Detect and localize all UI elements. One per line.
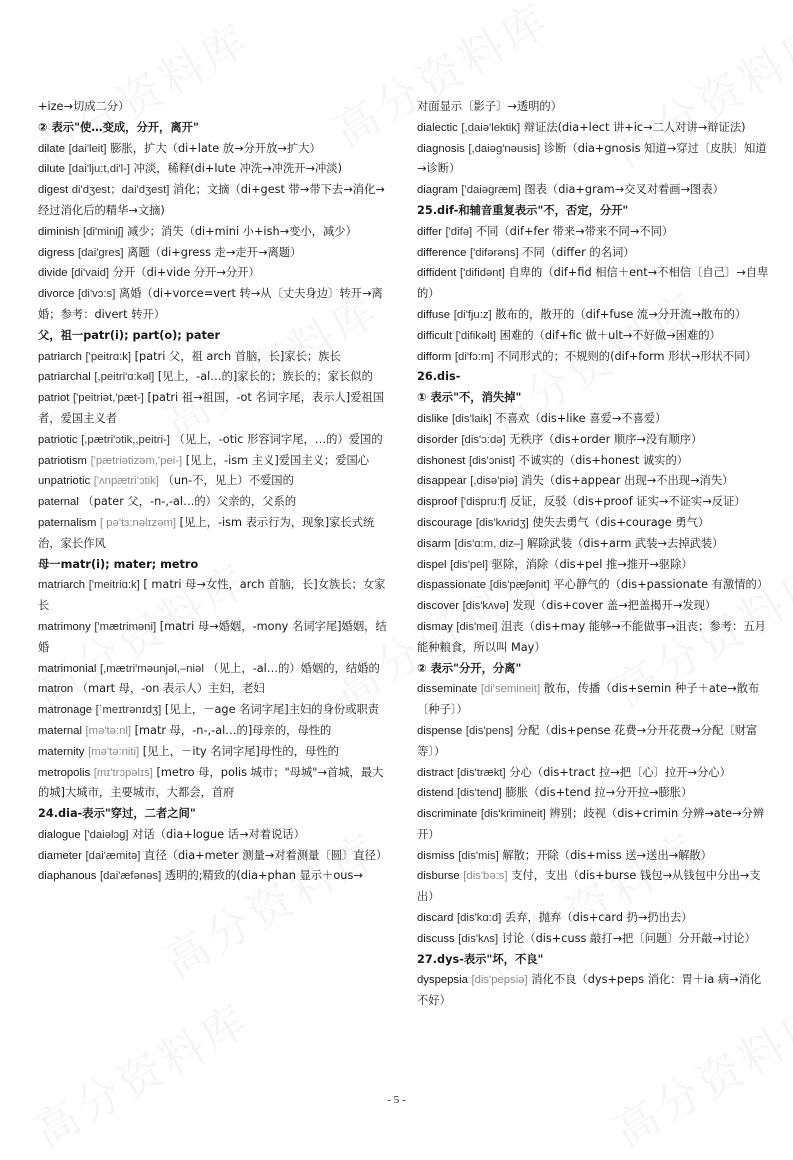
vocab-word: matrimony [38, 620, 91, 633]
definition: 直径（dia+meter 测量→对着测量〔圆〕直径） [144, 848, 388, 862]
definition: 发现（dis+cover 盖→把盖揭开→发现） [512, 599, 717, 613]
vocab-entry [417, 679, 769, 721]
phonetic: ['pætriətizəm,'pei-] [90, 454, 183, 467]
vocab-entry [417, 180, 769, 201]
phonetic: ['daiəlɔg] [84, 828, 129, 841]
vocab-word: matronage [38, 704, 93, 717]
section-heading: 27.dys-表示"坏，不良" [417, 952, 544, 966]
vocab-entry [417, 409, 769, 430]
definition: 透明的;精致的(dia+phan 显示＋ous→ [164, 869, 363, 883]
definition: 支付，支出（dis+burse 钱包→从钱包中分出→支出） [417, 869, 761, 904]
phonetic: [dis'tend] [457, 787, 502, 800]
vocab-entry [38, 263, 390, 284]
phonetic: [dis'bə:s] [463, 870, 508, 883]
vocab-entry [417, 492, 769, 513]
phonetic: ['peitriət,'pæt-] [73, 392, 144, 405]
vocab-word: digress [38, 246, 75, 259]
vocab-entry [38, 180, 390, 222]
vocab-word: maternal [38, 724, 82, 737]
definition: [见上，－ity 名词字尾]母性的，母性的 [142, 744, 339, 758]
definition: 分心（dis+tract 拉→把〔心〕拉开→分心） [509, 765, 731, 779]
page-number: - 5 - [387, 1094, 406, 1106]
vocab-entry [417, 513, 769, 534]
phonetic: [dis'krimineit] [480, 808, 546, 821]
phonetic: [di'vɔ:s] [78, 288, 116, 301]
phonetic: ['difikəlt] [455, 329, 497, 342]
vocab-word: difference [417, 246, 467, 259]
definition: 不同（differ 的名词） [522, 245, 635, 259]
vocab-word: difficult [417, 329, 452, 342]
vocab-word: diagnosis [417, 142, 465, 155]
phonetic: [dis'ɑ:m, diz–] [454, 537, 524, 550]
phonetic: [dai'lju:t,di'l-] [68, 163, 131, 176]
vocab-entry [417, 118, 769, 139]
watermark-text [20, 984, 260, 1159]
phonetic: [di'fɔ:m] [454, 350, 494, 363]
phonetic: [mɪ'trɔpəlɪs] [93, 766, 153, 779]
phonetic: [dis'pel] [450, 558, 489, 571]
vocab-entry [38, 430, 390, 451]
vocab-word: distract [417, 766, 454, 779]
phonetic: [dis'trækt] [457, 766, 506, 779]
vocab-entry [417, 866, 769, 908]
vocab-entry [417, 908, 769, 929]
definition: 解除武装（dis+arm 武装→去掉武装） [526, 536, 724, 550]
vocab-word: diagram [417, 184, 458, 197]
vocab-word: maternity [38, 745, 85, 758]
definition: 膨胀（dis+tend 拉→分开拉→膨胀） [505, 786, 693, 800]
phonetic: ['difə] [445, 225, 473, 238]
phonetic: [,daiəg'nəusis] [468, 142, 541, 155]
vocab-entry [417, 139, 769, 181]
definition: （pater 父，-n-,-al…的）父亲的，父系的 [82, 495, 297, 509]
vocab-word: discuss [417, 932, 455, 945]
definition: （un-不，见上）不爱国的 [162, 474, 294, 488]
definition: 使失去勇气（dis+courage 勇气） [532, 515, 710, 529]
vocab-word: patriarchal [38, 371, 91, 384]
vocab-word: paternal [38, 496, 79, 509]
vocab-word: paternalism [38, 516, 97, 529]
vocab-word: matron [38, 683, 74, 696]
definition: 驱除，消除（dis+pel 推→推开→驱除） [491, 557, 693, 571]
phonetic: [dis'ɔ:də] [461, 433, 506, 446]
vocab-word: discard [417, 912, 454, 925]
vocab-word: dispel [417, 558, 447, 571]
vocab-entry [417, 846, 769, 867]
vocab-entry [417, 783, 769, 804]
phonetic: [dis'kɑ:d] [457, 912, 502, 925]
phonetic: ['daiəgræm] [461, 184, 521, 197]
definition: 不喜欢（dis+like 喜爱→不喜爱） [495, 411, 667, 425]
vocab-word: dialectic [417, 121, 458, 134]
phonetic: [dis'kʌridʒ] [475, 516, 529, 529]
vocab-entry [38, 388, 390, 430]
phonetic: [,pætri'ɔtik,,peitri-] [81, 433, 170, 446]
vocab-entry [38, 284, 390, 326]
vocab-word: disarm [417, 537, 451, 550]
vocab-entry [38, 471, 390, 492]
section-heading: 24.dia-表示"穿过，二者之间" [38, 807, 196, 821]
definition: 消化；文摘（di+gest 带→带下去→消化→经过消化后的精华→文摘) [38, 183, 385, 217]
vocab-entry [417, 430, 769, 451]
definition: [matri 母→婚姻，-mony 名词字尾]婚姻，结婚 [38, 619, 387, 654]
vocab-entry [417, 263, 769, 305]
section-heading: ② 表示"使…变成，分开，离开" [38, 120, 199, 134]
definition: （见上，-al…的）婚姻的，结婚的 [207, 661, 380, 675]
phonetic: [di'semineit] [480, 683, 541, 696]
phonetic: [di'miniʃ] [83, 225, 124, 238]
vocab-word: discriminate [417, 808, 478, 821]
vocab-entry [38, 159, 390, 180]
phonetic: ['peitrɑ:k] [85, 350, 132, 363]
vocab-word: diaphanous [38, 870, 97, 883]
vocab-entry [38, 679, 390, 700]
section-heading: ② 表示"分开，分离" [417, 661, 522, 675]
vocab-entry [417, 721, 769, 763]
vocab-word: patriotism [38, 454, 87, 467]
vocab-word: diameter [38, 849, 82, 862]
definition: 讨论（dis+cuss 敲打→把〔问题〕分开敲→讨论） [501, 931, 756, 945]
vocab-entry [38, 451, 390, 472]
definition: [patri 父，祖 arch 首脑，长]家长；族长 [134, 349, 341, 363]
phonetic: [dai'leit] [68, 142, 107, 155]
vocab-entry [417, 326, 769, 347]
vocab-word: discourage [417, 516, 473, 529]
vocab-entry [38, 243, 390, 264]
vocab-entry [38, 721, 390, 742]
vocab-entry [38, 575, 390, 617]
phonetic: [dai'æmitə] [85, 849, 141, 862]
phonetic: [dis'kʌvə] [462, 600, 509, 613]
definition: [见上，-ism 表示行为，现象]家长式统治，家长作风 [38, 515, 375, 550]
vocab-word: dishonest [417, 454, 466, 467]
definition: 散布，传播（dis+semin 种子＋ate→散布〔种子〕） [417, 682, 760, 717]
phonetic: [dai'æfənəs] [100, 870, 162, 883]
vocab-entry [417, 929, 769, 950]
continuation-text: +ize→切成二分） [38, 100, 130, 113]
phonetic: ['ʌnpætri'ɔtik] [93, 475, 159, 488]
vocab-word: unpatriotic [38, 475, 91, 488]
vocab-word: diffuse [417, 308, 451, 321]
vocab-entry [38, 825, 390, 846]
vocab-entry [417, 555, 769, 576]
vocab-word: dispense [417, 724, 463, 737]
phonetic: [di'fju:z] [453, 308, 492, 321]
definition: 散布的，散开的（dif+fuse 流→分开流→散布的） [495, 307, 747, 321]
vocab-entry [417, 596, 769, 617]
section-heading: 25.dif-和辅音重复表示"不，否定，分开" [417, 203, 629, 217]
phonetic: [dai'gres] [78, 246, 124, 259]
vocab-entry [38, 763, 390, 805]
right-column [417, 97, 769, 1012]
phonetic: ['meitriɑ:k] [88, 579, 140, 592]
vocab-word: disburse [417, 870, 460, 883]
vocab-entry [417, 222, 769, 243]
vocab-word: dislike [417, 412, 449, 425]
definition: 消化不良（dys+peps 消化：胃＋ia 病→消化不好） [417, 973, 762, 1008]
definition: 分开（di+vide 分开→分开） [112, 266, 260, 280]
definition: 不诚实的（dis+honest 诚实的） [518, 453, 689, 467]
definition: [见上，-al…的]家长的；族长的；家长似的 [157, 370, 373, 384]
vocab-word: disorder [417, 433, 458, 446]
definition: [matr 母，-n-,-al…的]母亲的，母性的 [134, 723, 332, 737]
phonetic: di'dʒest；dai'dʒest] [71, 184, 170, 197]
definition: 反证，反驳（dis+proof 证实→不证实→反证） [509, 495, 746, 509]
vocab-entry [417, 471, 769, 492]
vocab-entry [38, 222, 390, 243]
definition: 平心静气的（dis+passionate 有激情的） [553, 578, 769, 592]
vocab-entry [417, 763, 769, 784]
vocab-entry [417, 305, 769, 326]
definition: [ matri 母→女性，arch 首脑，长]女族长；女家长 [38, 578, 386, 613]
phonetic: [dis'mis] [458, 849, 499, 862]
phonetic: [`meɪtrənɪdʒ] [95, 704, 162, 717]
vocab-word: diffident [417, 267, 457, 280]
phonetic: [mə'tə:nl] [85, 724, 132, 737]
vocab-word: distend [417, 787, 454, 800]
phonetic: [di'vaid] [71, 267, 110, 280]
phonetic: [dis'laik] [452, 412, 492, 425]
phonetic: [,disə'piə] [470, 475, 518, 488]
continuation-text: 对面显示〔影子〕→透明的） [417, 100, 563, 113]
phonetic: [,daiə'lektik] [461, 121, 521, 134]
definition: （mart 母，-on 表示人）主妇，老妇 [76, 682, 265, 696]
definition: 辩证法(dia+lect 讲+ic→二人对讲→辩证法) [523, 120, 746, 134]
vocab-word: patriarch [38, 350, 82, 363]
vocab-entry [38, 492, 390, 513]
vocab-word: dismiss [417, 849, 455, 862]
phonetic: [dis'mei] [456, 620, 498, 633]
vocab-entry [38, 700, 390, 721]
phonetic: ['mætriməni] [94, 620, 157, 633]
definition: 减少；消失（di+mini 小+ish→变小，减少） [127, 224, 357, 238]
phonetic: [ pə'tɜ:nəlɪzəm] [100, 516, 177, 529]
definition: 离题（di+gress 走→走开→离题） [127, 245, 302, 259]
vocab-entry [38, 347, 390, 368]
definition: 解散；开除（dis+miss 送→送出→解散） [502, 848, 712, 862]
section-heading: 父，祖一patr(i); part(o); pater [38, 328, 221, 342]
vocab-entry [38, 139, 390, 160]
vocab-entry [38, 617, 390, 659]
vocab-word: dismay [417, 620, 453, 633]
vocab-word: dyspepsia [417, 974, 468, 987]
definition: （见上，-otic 形容词字尾，…的）爱国的 [173, 432, 383, 446]
vocab-entry [417, 575, 769, 596]
phonetic: [dis'pæʃənit] [489, 579, 550, 592]
definition: 丢弃，抛弃（dis+card 扔→扔出去） [504, 911, 693, 925]
phonetic: [dis'pepsiə] [471, 974, 528, 987]
section-heading: 26.dis- [417, 370, 461, 384]
vocab-entry [417, 617, 769, 659]
phonetic: [mə'tə:niti] [88, 745, 140, 758]
vocab-entry [38, 367, 390, 388]
vocab-word: dilute [38, 163, 66, 176]
phonetic: ['difidənt] [459, 267, 505, 280]
vocab-entry [417, 451, 769, 472]
definition: [见上，－age 名词字尾]主妇的身份或职责 [164, 703, 380, 717]
vocab-entry [417, 970, 769, 1012]
phonetic: [dis'pens] [465, 724, 514, 737]
definition: 不同（dif+fer 带来→带来不同→不同） [475, 224, 674, 238]
vocab-entry [38, 866, 390, 887]
definition: 辨别；歧视（dis+crimin 分辨→ate→分辨开） [417, 807, 765, 841]
definition: 冲淡，稀释(di+lute 冲洗→冲洗开→冲淡) [133, 162, 343, 176]
vocab-word: disseminate [417, 683, 478, 696]
definition: 对话（dia+logue 话→对着说话） [132, 827, 305, 841]
vocab-word: metropolis [38, 766, 91, 779]
vocab-word: disproof [417, 496, 458, 509]
vocab-entry [417, 347, 769, 368]
definition: 诊断（dia+gnosis 知道→穿过〔皮肤〕知道→诊断） [417, 141, 767, 176]
left-column [38, 97, 390, 887]
section-heading: ① 表示"不，消失掉" [417, 391, 522, 405]
vocab-word: difform [417, 350, 452, 363]
vocab-word: dialogue [38, 828, 81, 841]
definition: [见上，-ism 主义]爱国主义；爱国心 [185, 453, 370, 467]
vocab-word: patriot [38, 392, 70, 405]
vocab-word: divide [38, 267, 68, 280]
section-heading: 母一matr(i); mater; metro [38, 557, 199, 571]
phonetic: ['difərəns] [470, 246, 519, 259]
definition: 离婚（di+vorce=vert 转→从〔丈夫身边〕转开→离婚；参考：divert 转开） [38, 287, 383, 321]
vocab-entry [417, 243, 769, 264]
vocab-entry [38, 513, 390, 555]
vocab-word: dispassionate [417, 579, 487, 592]
definition: [metro 母，polis 城市；"母城"→首城，最大的城]大城市，主要城市，大都会，首府 [38, 765, 384, 800]
phonetic: [dis'ɔnist] [468, 454, 516, 467]
vocab-word: dilate [38, 142, 66, 155]
definition: 沮丧（dis+may 能够→不能做事→沮丧；参考：五月能种粮食，所以叫 May） [417, 619, 766, 654]
vocab-entry [38, 742, 390, 763]
phonetic: [,mætri'məunjəl,–niəl [99, 662, 204, 675]
phonetic: [,peitri'ɑ:kəl] [94, 371, 155, 384]
vocab-word: differ [417, 225, 442, 238]
vocab-entry [38, 846, 390, 867]
definition: [patri 祖→祖国，-ot 名词字尾，表示人]爱祖国者，爱国主义者 [38, 391, 385, 425]
vocab-word: patriotic [38, 433, 78, 446]
definition: 膨胀，扩大（di+late 放→分开放→扩大） [110, 141, 321, 155]
phonetic: [dis'kʌs] [458, 932, 499, 945]
vocab-word: discover [417, 600, 460, 613]
definition: 消失（dis+appear 出现→不出现→消失） [521, 474, 734, 488]
definition: 困难的（dif+fic 做＋ult→不好做→困难的） [499, 328, 721, 342]
definition: 自卑的（dif+fid 相信＋ent→不相信〔自己〕→自卑的） [417, 266, 769, 301]
vocab-word: diminish [38, 225, 80, 238]
phonetic: ['dispru:f] [460, 496, 507, 509]
vocab-word: digest [38, 184, 69, 197]
vocab-entry [38, 659, 390, 680]
vocab-word: matrimonial [38, 662, 97, 675]
definition: 分配（dis+pense 花费→分开花费→分配〔财富等〕） [417, 723, 758, 758]
vocab-entry [417, 804, 769, 846]
vocab-word: divorce [38, 288, 75, 301]
vocab-entry [417, 534, 769, 555]
definition: 无秩序（dis+order 顺序→没有顺序） [509, 432, 703, 446]
vocab-word: matriarch [38, 579, 86, 592]
definition: 不同形式的；不规则的(dif+form 形状→形状不同） [497, 349, 757, 363]
vocab-word: disappear [417, 475, 467, 488]
definition: 图表（dia+gram→交叉对着画→图表） [524, 183, 724, 197]
